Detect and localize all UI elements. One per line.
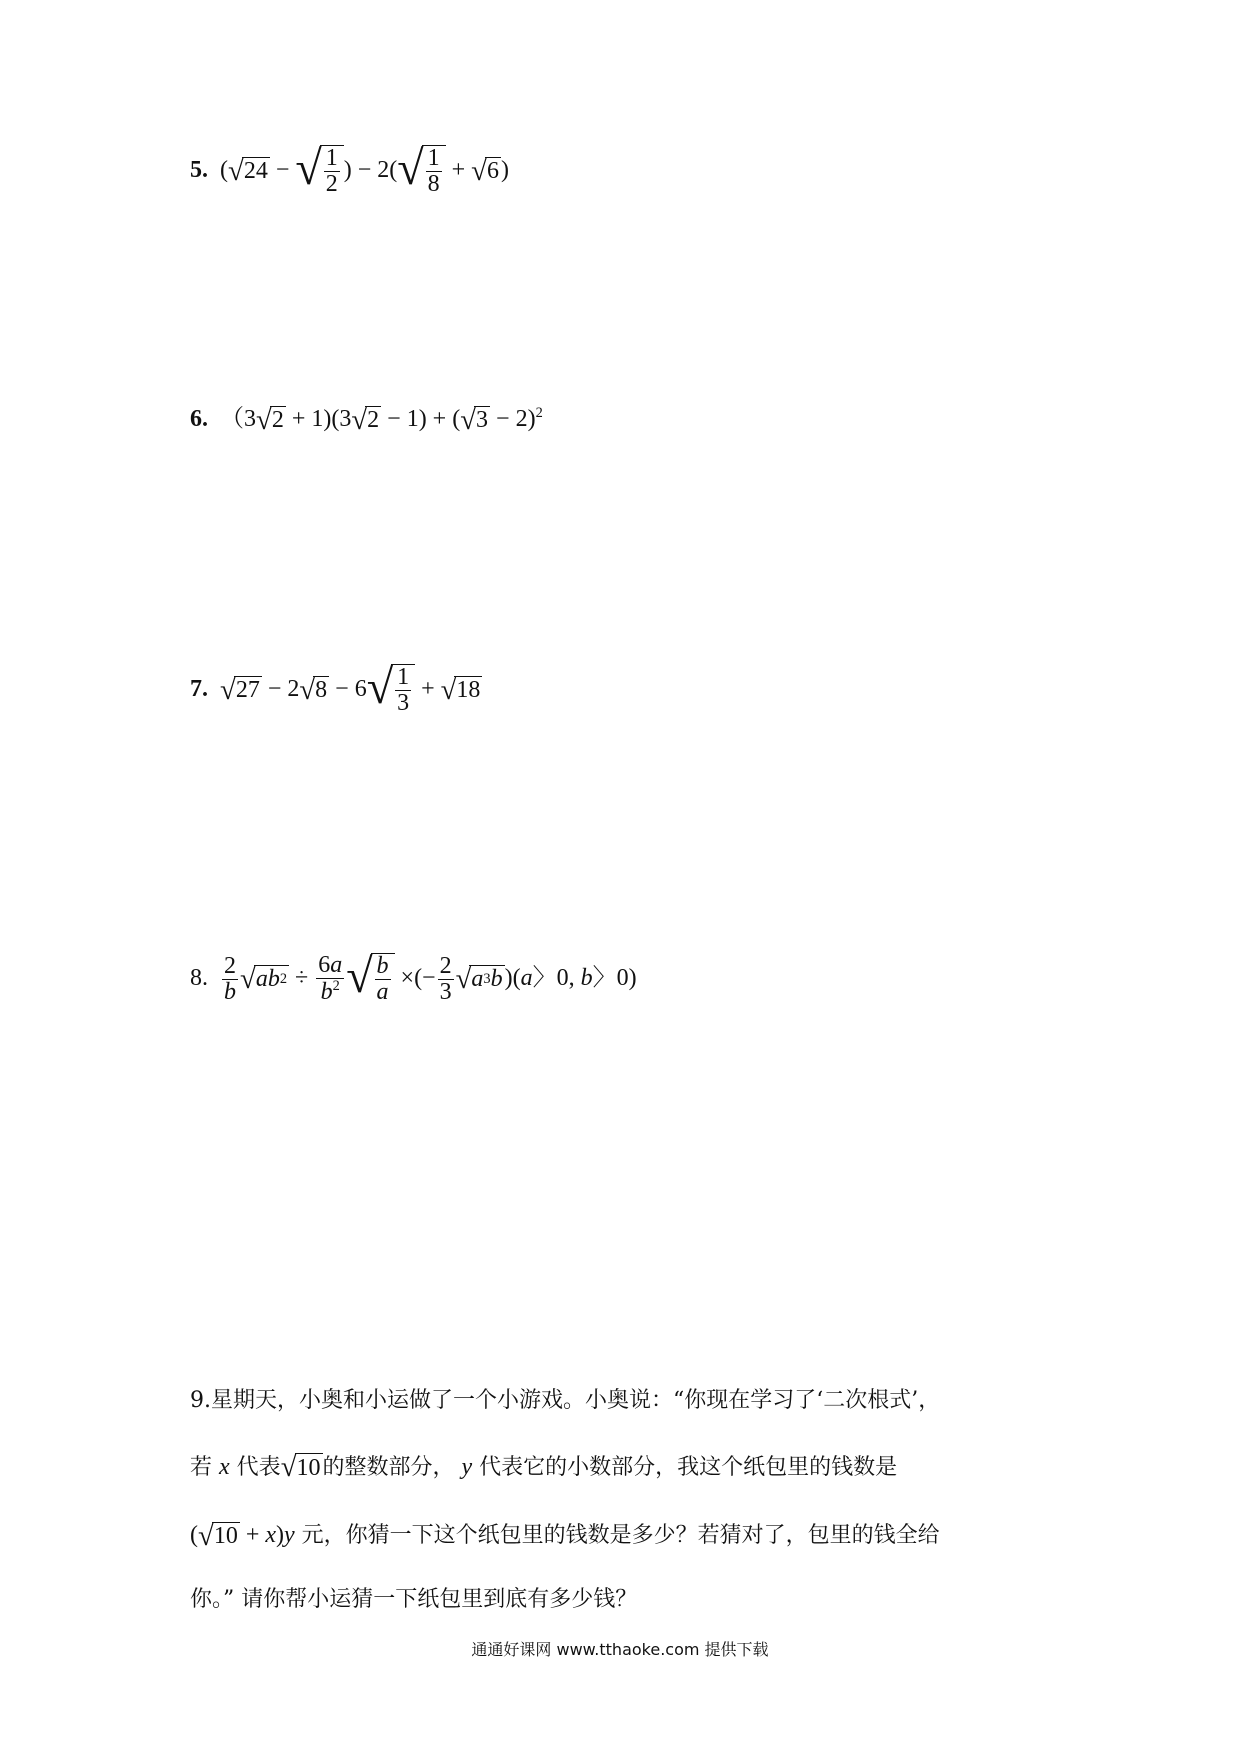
problem-6	[190, 398, 543, 435]
problem-number: 5.	[190, 156, 208, 183]
problem-text: 你。” 请你帮小运猜一下纸包里到底有多少钱？	[190, 1587, 638, 1613]
problem-9-line-3: ( √ 10 + x)y 元，你猜一下这个纸包里的钱数是多少？若猜对了，包里的钱全给	[190, 1520, 940, 1553]
problem-9-line-1	[190, 1370, 1070, 1433]
math-expression: ( √ 24 − √ $\frac{1}{2}$ ) − 2( √ $\frac{1}{8}$ + √ 6 )	[220, 142, 509, 198]
problem-text: 代表它的小数部分，我这个纸包里的钱数是	[479, 1454, 898, 1480]
problem-number: 9.	[190, 1388, 211, 1413]
math-expression: $\frac{2}{b}$ √ ab 2 ÷ $\frac{6a}{b^2}$ √ $\frac{b}{a}$ ×(− $\frac{2}{3}$ √ a 3 b )(a〉0, b〉0)	[224, 950, 637, 1006]
math-expression: （3 √ 2 + 1)(3 √ 2 − 1) + ( √ 3 − 2)$^2$	[220, 404, 543, 437]
problem-8	[190, 950, 637, 1006]
problem-number: 8.	[190, 964, 208, 991]
problem-text: 星期天，小奥和小运做了一个小游戏。小奥说：“你现在学习了‘二次根式’，	[211, 1388, 941, 1413]
problem-7	[190, 661, 482, 717]
page-footer: 通通好课网 www.tthaoke.com 提供下载	[471, 1640, 769, 1659]
problem-9-line-4	[190, 1569, 1070, 1632]
problem-9	[190, 1370, 1070, 1632]
problem-9-line-2: 若 x 代表 √ 10 的整数部分， y 代表它的小数部分，我这个纸包里的钱数是	[190, 1451, 898, 1484]
problem-text: 的整数部分，	[322, 1454, 455, 1480]
problem-text: 元，你猜一下这个纸包里的钱数是多少？若猜对了，包里的钱全给	[301, 1523, 940, 1549]
problem-text: 若	[190, 1454, 213, 1480]
problem-5	[190, 142, 509, 198]
problem-number: 6.	[190, 406, 208, 432]
problem-number: 7.	[190, 675, 208, 702]
math-expression: √ 27 − 2 √ 8 − 6 √ $\frac{1}{3}$ + √ 18	[220, 661, 481, 717]
problem-text: 代表	[236, 1454, 281, 1480]
